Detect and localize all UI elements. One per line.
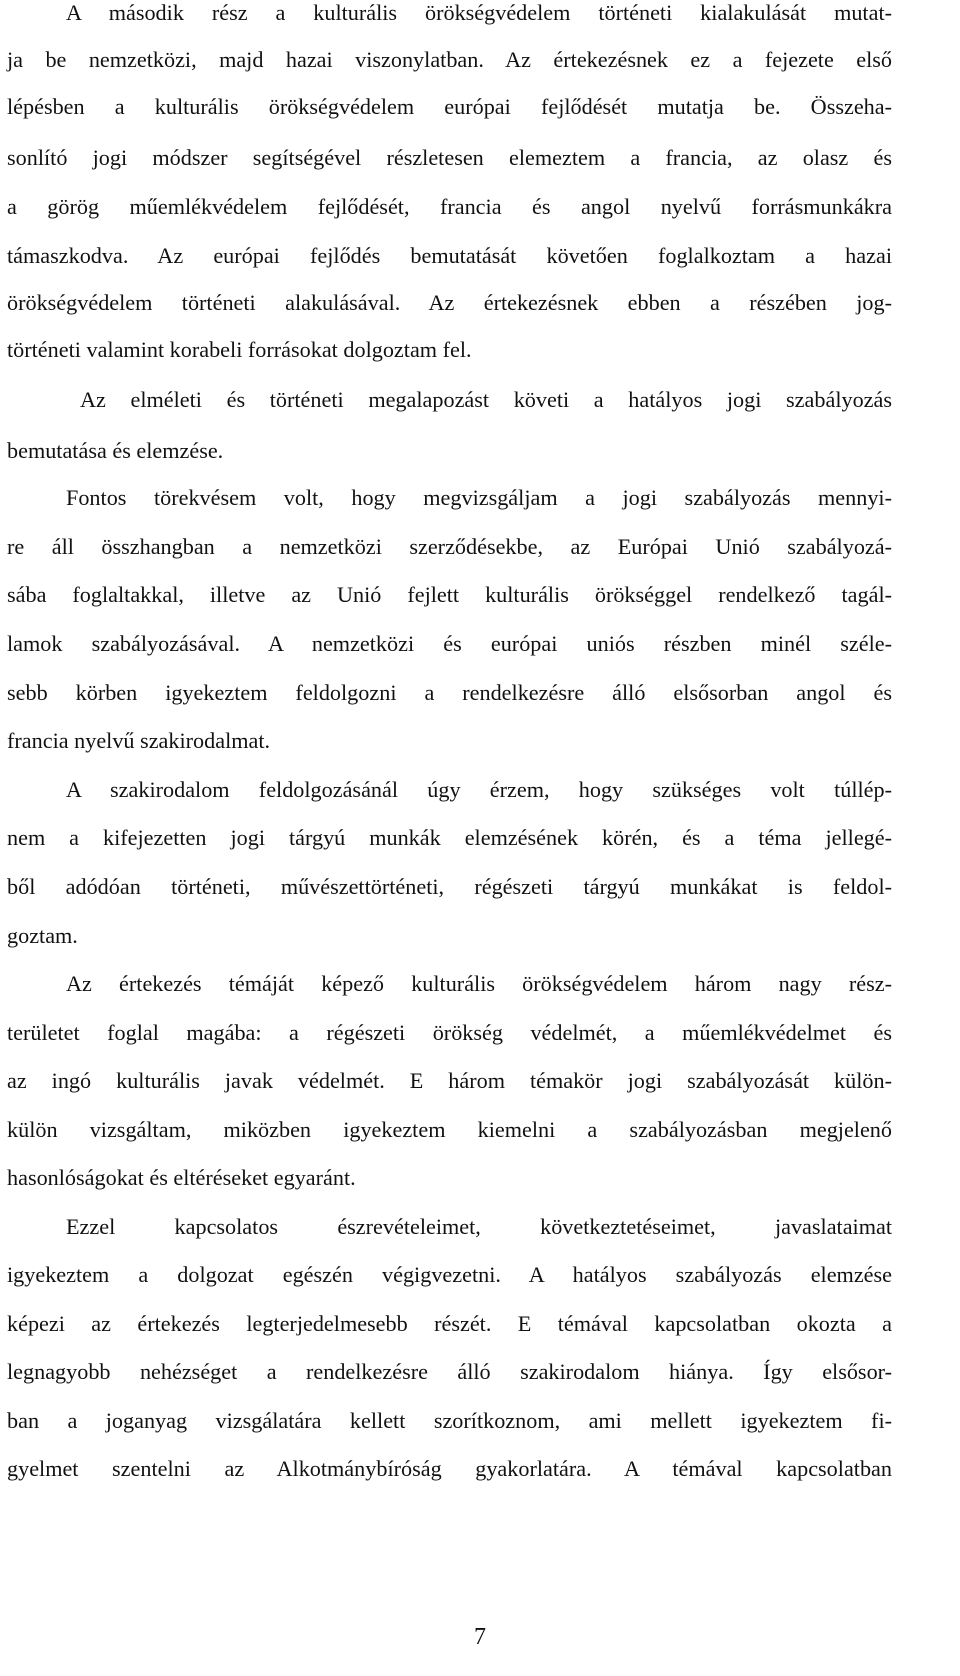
text-line: Fontos törekvésem volt, hogy megvizsgáljam a jogi szabályozás mennyi- xyxy=(66,485,892,510)
text-line: legnagyobb nehézséget a rendelkezésre álló szakirodalom hiánya. Így elsősor- xyxy=(7,1359,892,1384)
text-line: bemutatása és elemzése. xyxy=(7,438,224,463)
text-line: ja be nemzetközi, majd hazai viszonylatban. Az értekezésnek ez a fejezete első xyxy=(7,47,892,72)
text-line: Az elméleti és történeti megalapozást követi a hatályos jogi szabályozás xyxy=(80,387,892,412)
text-line: képezi az értekezés legterjedelmesebb részét. E témával kapcsolatban okozta a xyxy=(7,1311,892,1336)
text-line: a görög műemlékvédelem fejlődését, francia és angol nyelvű forrásmunkákra xyxy=(7,194,892,219)
text-line: igyekeztem a dolgozat egészén végigvezetni. A hatályos szabályozás elemzése xyxy=(7,1262,892,1287)
text-line: sába foglaltakkal, illetve az Unió fejlett kulturális örökséggel rendelkező tagál- xyxy=(7,582,892,607)
text-line: területet foglal magába: a régészeti örökség védelmét, a műemlékvédelmet és xyxy=(7,1020,892,1045)
text-line: Ezzel kapcsolatos észrevételeimet, következtetéseimet, javaslataimat xyxy=(66,1214,892,1239)
text-line: történeti valamint korabeli forrásokat dolgoztam fel. xyxy=(7,337,472,362)
text-line: A második rész a kulturális örökségvédelem történeti kialakulását mutat- xyxy=(66,0,892,25)
text-line: az ingó kulturális javak védelmét. E három témakör jogi szabályozását külön- xyxy=(7,1068,892,1093)
text-line: ből adódóan történeti, művészettörténeti, régészeti tárgyú munkákat is feldol- xyxy=(7,874,892,899)
text-line: A szakirodalom feldolgozásánál úgy érzem, hogy szükséges volt túllép- xyxy=(66,777,892,802)
page-number: 7 xyxy=(474,1624,486,1650)
text-line: goztam. xyxy=(7,923,78,948)
text-line: lépésben a kulturális örökségvédelem európai fejlődését mutatja be. Összeha- xyxy=(7,94,892,119)
text-line: ban a joganyag vizsgálatára kellett szorítkoznom, ami mellett igyekeztem fi- xyxy=(7,1408,892,1433)
text-line: külön vizsgáltam, miközben igyekeztem kiemelni a szabályozásban megjelenő xyxy=(7,1117,892,1142)
text-line: sonlító jogi módszer segítségével részletesen elemeztem a francia, az olasz és xyxy=(7,145,892,170)
text-line: sebb körben igyekeztem feldolgozni a rendelkezésre álló elsősorban angol és xyxy=(7,680,892,705)
text-line: re áll összhangban a nemzetközi szerződésekbe, az Európai Unió szabályozá- xyxy=(7,534,892,559)
text-line: támaszkodva. Az európai fejlődés bemutatását követően foglalkoztam a hazai xyxy=(7,243,892,268)
text-line: francia nyelvű szakirodalmat. xyxy=(7,728,271,753)
text-line: hasonlóságokat és eltéréseket egyaránt. xyxy=(7,1165,356,1190)
text-line: nem a kifejezetten jogi tárgyú munkák elemzésének körén, és a téma jellegé- xyxy=(7,825,892,850)
text-line: örökségvédelem történeti alakulásával. Az értekezésnek ebben a részében jog- xyxy=(7,290,892,315)
text-line: Az értekezés témáját képező kulturális örökségvédelem három nagy rész- xyxy=(66,971,892,996)
text-line: lamok szabályozásával. A nemzetközi és európai uniós részben minél széle- xyxy=(7,631,892,656)
text-line: gyelmet szentelni az Alkotmánybíróság gyakorlatára. A témával kapcsolatban xyxy=(7,1456,892,1481)
